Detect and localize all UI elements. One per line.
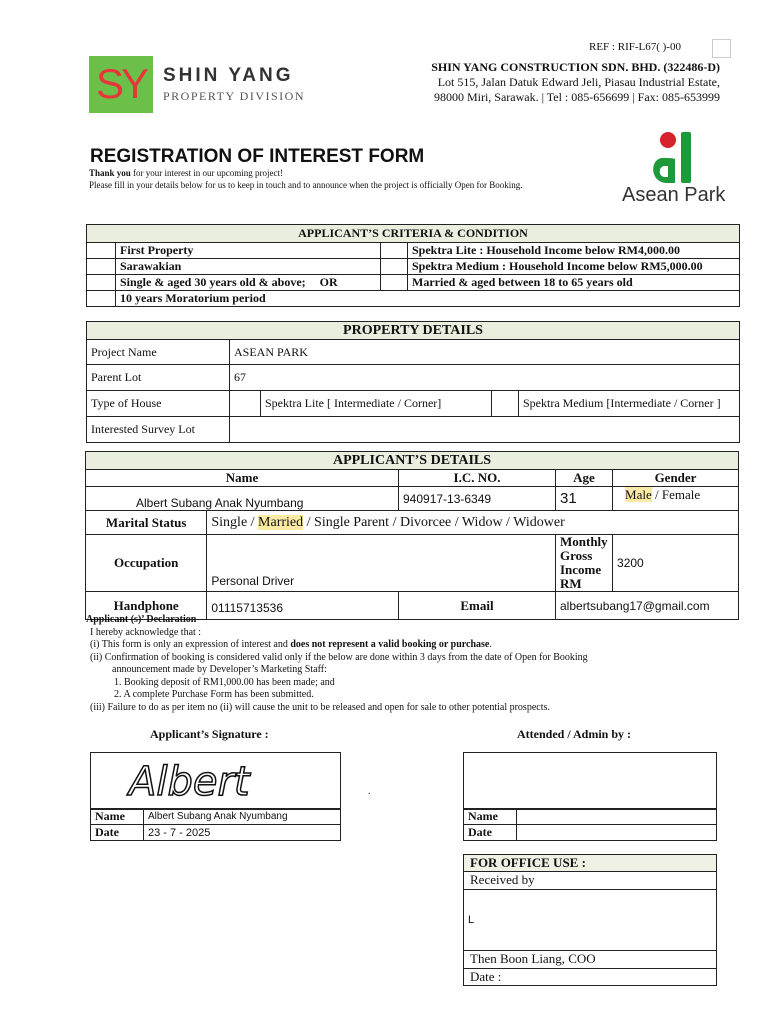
income-value[interactable]: 3200 [613,535,739,592]
marital-single: Single / [211,514,259,530]
criteria-title: APPLICANT’S CRITERIA & CONDITION [87,225,740,243]
shin-yang-logo-name: SHIN YANG [163,65,294,86]
ref-box [712,39,731,58]
shin-yang-logo-mark: SY [95,60,147,107]
income-label: Monthly Gross Income RM [556,535,613,592]
declaration [86,614,746,714]
office-use-title: FOR OFFICE USE : [464,855,716,872]
office-mark[interactable]: L [464,890,716,951]
company-name: SHIN YANG CONSTRUCTION SDN. BHD. (322486-D) [431,60,720,74]
gender-female: / Female [651,487,701,502]
declaration-item-ii: (ii) Confirmation of booking is considered valid only if the below are done within 3 days from the date of Open for Booking [90,651,588,663]
declaration-item-ii-2: 2. A complete Purchase Form has been submitted. [114,689,314,700]
instructions-text: Please fill in your details below for us to keep in touch and to announce when the project is officially Open for Booking. [89,180,523,190]
gender-header: Gender [613,470,739,487]
type-lite-label: Spektra Lite [ Intermediate / Corner] [261,391,492,417]
criteria-single-label: Single & aged 30 years old & above; [120,275,306,289]
admin-title: Attended / Admin by : [517,727,632,741]
thank-you-text [89,168,283,178]
declaration-item-i [86,639,746,652]
criteria-married: Married & aged between 18 to 65 years old [408,275,740,291]
gender-male: Male [625,487,652,502]
thank-you-bold: Thank you [89,168,131,178]
property-title: PROPERTY DETAILS [87,322,740,340]
criteria-moratorium: 10 years Moratorium period [116,291,740,307]
admin-name-label: Name [464,809,517,825]
criteria-spektra-medium: Spektra Medium : Household Income below RM5,000.00 [408,259,740,275]
sig-name-label: Name [91,809,144,825]
parent-lot-value[interactable]: 67 [230,365,740,391]
name-value[interactable]: Albert Subang Anak Nyumbang [86,487,399,511]
ref-number: REF : RIF-L67( )-00 [589,41,681,53]
email-label: Email [399,592,556,620]
admin-table [463,808,717,841]
admin-name-value[interactable] [517,809,717,825]
criteria-checkbox[interactable] [87,275,116,291]
ic-value[interactable]: 940917-13-6349 [399,487,556,511]
property-table [86,321,740,443]
email-value[interactable]: albertsubang17@gmail.com [556,592,739,620]
declaration-item-ii-1: 1. Booking deposit of RM1,000.00 has been made; and [114,676,335,688]
criteria-checkbox[interactable] [87,243,116,259]
applicant-signature-text: Albert [129,759,250,805]
office-received-by: Received by [464,872,716,890]
criteria-checkbox[interactable] [381,275,408,291]
name-header: Name [86,470,399,487]
criteria-spektra-lite: Spektra Lite : Household Income below RM4,000.00 [408,243,740,259]
survey-lot-value[interactable] [230,417,740,443]
declaration-intro: I hereby acknowledge that : [90,626,202,638]
criteria-table [86,224,740,307]
declaration-title: Applicant (s)’ Declaration [86,614,197,625]
type-of-house-label: Type of House [87,391,230,417]
criteria-checkbox[interactable] [381,259,408,275]
company-address-1: Lot 515, Jalan Datuk Edward Jeli, Piasau Industrial Estate, [437,75,720,89]
survey-lot-label: Interested Survey Lot [87,417,230,443]
age-value[interactable]: 31 [556,487,613,511]
declaration-i-post: . [489,639,492,650]
occupation-label: Occupation [86,535,207,592]
criteria-first-property: First Property [116,243,381,259]
marital-value[interactable] [207,511,739,535]
gender-value[interactable] [613,487,739,511]
declaration-i-bold: does not represent a valid booking or purchase [290,639,490,650]
age-header: Age [556,470,613,487]
sig-date-label: Date [91,825,144,841]
declaration-item-iii: (iii) Failure to do as per item no (ii) will cause the unit to be released and open for sale to other potential prospects. [90,701,550,713]
handphone-label: Handphone [86,592,207,620]
asean-park-logo-text: Asean Park [622,184,726,206]
handphone-value[interactable]: 01115713536 [207,592,399,620]
office-officer: Then Boon Liang, COO [464,951,716,969]
criteria-sarawakian: Sarawakian [116,259,381,275]
project-name-label: Project Name [87,340,230,365]
applicant-signature-box[interactable] [90,752,341,810]
declaration-i-pre: (i) This form is only an expression of interest and [90,639,291,650]
ic-header: I.C. NO. [399,470,556,487]
type-lite-checkbox[interactable] [230,391,261,417]
sig-date-value[interactable]: 23 - 7 - 2025 [144,825,341,841]
shin-yang-logo [89,56,153,113]
marital-others: / Single Parent / Divorcee / Widow / Widower [303,514,565,530]
office-use-box [463,854,717,986]
company-address-2: 98000 Miri, Sarawak. | Tel : 085-656699 | Fax: 085-653999 [433,90,720,104]
applicant-signature-table [90,808,341,841]
admin-date-label: Date [464,825,517,841]
sig-name-value[interactable]: Albert Subang Anak Nyumbang [144,809,341,825]
declaration-item-ii-cont: announcement made by Developer’s Marketing Staff: [112,664,327,675]
criteria-checkbox[interactable] [87,259,116,275]
form-title: REGISTRATION OF INTEREST FORM [90,146,425,167]
type-medium-label: Spektra Medium [Intermediate / Corner ] [519,391,740,417]
office-date-label: Date : [470,969,502,984]
marital-label: Marital Status [86,511,207,535]
criteria-or: OR [319,275,338,289]
admin-signature-box[interactable] [463,752,717,810]
applicant-signature-title: Applicant’s Signature : [150,727,269,741]
criteria-single [116,275,381,291]
occupation-value[interactable]: Personal Driver [207,535,556,592]
stray-dot: . [368,786,371,797]
criteria-checkbox[interactable] [381,243,408,259]
asean-park-logo [645,128,715,186]
applicant-signature-drawing [91,753,340,809]
applicant-table [85,451,739,620]
admin-date-value[interactable] [517,825,717,841]
project-name-value[interactable]: ASEAN PARK [230,340,740,365]
shin-yang-logo-division: PROPERTY DIVISION [163,89,306,103]
marital-married: Married [258,514,304,530]
criteria-checkbox[interactable] [87,291,116,307]
thank-you-rest: for your interest in our upcoming project! [130,168,283,178]
type-medium-checkbox[interactable] [492,391,519,417]
parent-lot-label: Parent Lot [87,365,230,391]
applicant-title: APPLICANT’S DETAILS [86,452,739,470]
